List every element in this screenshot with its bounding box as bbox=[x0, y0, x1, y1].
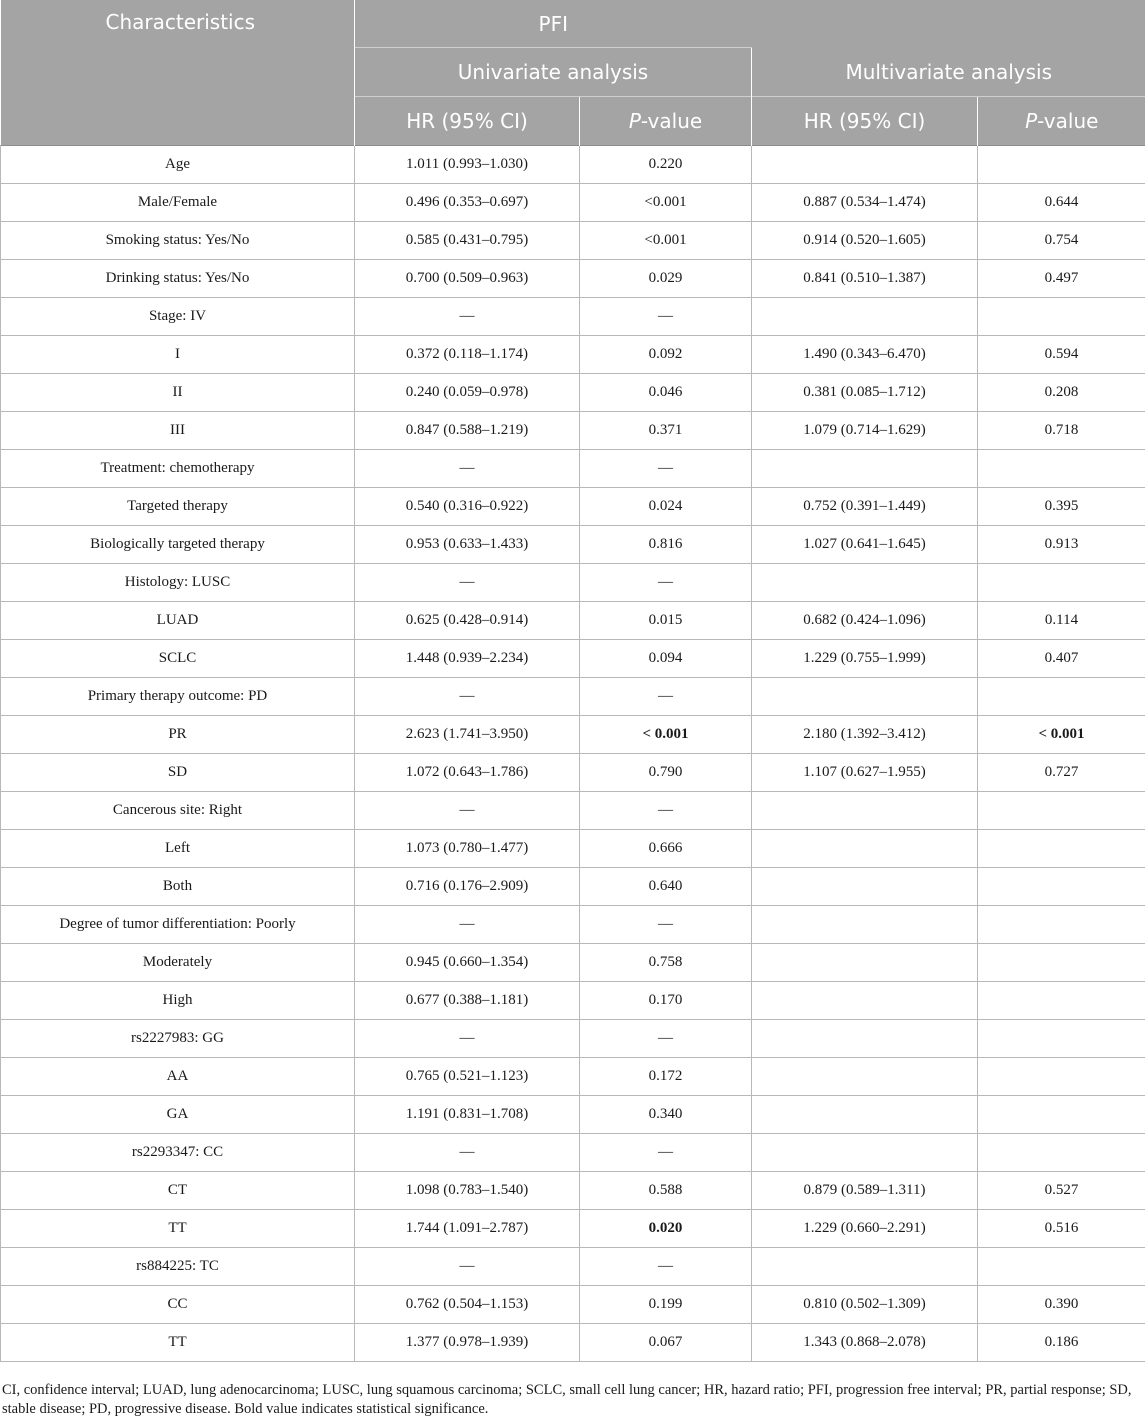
univariate-hr-cell: 0.585 (0.431–0.795) bbox=[355, 222, 580, 260]
multivariate-p-cell bbox=[978, 450, 1145, 488]
table-row bbox=[1, 678, 1145, 716]
univariate-p-cell: 0.172 bbox=[580, 1058, 752, 1096]
multivariate-hr-cell: 1.107 (0.627–1.955) bbox=[752, 754, 978, 792]
univariate-hr-cell: 1.377 (0.978–1.939) bbox=[355, 1324, 580, 1362]
multivariate-p-cell: 0.913 bbox=[978, 526, 1145, 564]
multivariate-p-cell: 0.390 bbox=[978, 1286, 1145, 1324]
table-row bbox=[1, 982, 1145, 1020]
multivariate-hr-cell bbox=[752, 868, 978, 906]
multivariate-p-cell bbox=[978, 1058, 1145, 1096]
univariate-hr-cell: 0.953 (0.633–1.433) bbox=[355, 526, 580, 564]
multivariate-hr-cell bbox=[752, 830, 978, 868]
table-row bbox=[1, 222, 1145, 260]
univariate-p-cell: 0.067 bbox=[580, 1324, 752, 1362]
multivariate-hr-cell: 1.343 (0.868–2.078) bbox=[752, 1324, 978, 1362]
table-row bbox=[1, 716, 1145, 754]
univariate-p-cell: 0.024 bbox=[580, 488, 752, 526]
characteristic-cell: TT bbox=[1, 1210, 355, 1248]
multivariate-p-cell: < 0.001 bbox=[978, 716, 1145, 754]
characteristic-cell: Stage: IV bbox=[1, 298, 355, 336]
table-row bbox=[1, 1248, 1145, 1286]
characteristic-cell: rs2293347: CC bbox=[1, 1134, 355, 1172]
table-row bbox=[1, 1096, 1145, 1134]
univariate-hr-cell: — bbox=[355, 678, 580, 716]
table-header bbox=[1, 0, 1145, 146]
characteristic-cell: PR bbox=[1, 716, 355, 754]
multivariate-p-cell bbox=[978, 1134, 1145, 1172]
univariate-hr-cell: 0.677 (0.388–1.181) bbox=[355, 982, 580, 1020]
characteristic-cell: Age bbox=[1, 146, 355, 184]
characteristic-cell: III bbox=[1, 412, 355, 450]
p-suffix: -value bbox=[1037, 109, 1099, 133]
univariate-hr-cell: 0.540 (0.316–0.922) bbox=[355, 488, 580, 526]
univariate-p-cell: 0.020 bbox=[580, 1210, 752, 1248]
univariate-hr-cell: — bbox=[355, 1248, 580, 1286]
univariate-p-cell: 0.015 bbox=[580, 602, 752, 640]
univariate-p-cell: 0.170 bbox=[580, 982, 752, 1020]
characteristic-cell: Cancerous site: Right bbox=[1, 792, 355, 830]
multivariate-p-cell: 0.727 bbox=[978, 754, 1145, 792]
univariate-hr-cell: 0.700 (0.509–0.963) bbox=[355, 260, 580, 298]
characteristic-cell: LUAD bbox=[1, 602, 355, 640]
univariate-p-cell: — bbox=[580, 1248, 752, 1286]
univariate-p-cell: — bbox=[580, 564, 752, 602]
multivariate-p-cell bbox=[978, 146, 1145, 184]
table-row bbox=[1, 830, 1145, 868]
multivariate-hr-cell bbox=[752, 1058, 978, 1096]
univariate-hr-cell: 0.765 (0.521–1.123) bbox=[355, 1058, 580, 1096]
univariate-p-cell: — bbox=[580, 792, 752, 830]
characteristic-cell: Biologically targeted therapy bbox=[1, 526, 355, 564]
characteristic-cell: I bbox=[1, 336, 355, 374]
univariate-hr-cell: 0.847 (0.588–1.219) bbox=[355, 412, 580, 450]
table-body bbox=[1, 146, 1145, 1362]
characteristic-cell: AA bbox=[1, 1058, 355, 1096]
characteristic-cell: Targeted therapy bbox=[1, 488, 355, 526]
table-row bbox=[1, 488, 1145, 526]
table-row bbox=[1, 868, 1145, 906]
multivariate-hr-cell: 0.887 (0.534–1.474) bbox=[752, 184, 978, 222]
univariate-hr-cell: — bbox=[355, 1020, 580, 1058]
p-suffix: -value bbox=[640, 109, 703, 133]
characteristic-cell: GA bbox=[1, 1096, 355, 1134]
multivariate-hr-cell: 0.682 (0.424–1.096) bbox=[752, 602, 978, 640]
multivariate-p-cell bbox=[978, 906, 1145, 944]
univariate-p-cell: 0.199 bbox=[580, 1286, 752, 1324]
univariate-hr-cell: 0.496 (0.353–0.697) bbox=[355, 184, 580, 222]
table-row bbox=[1, 336, 1145, 374]
univariate-p-cell: — bbox=[580, 1020, 752, 1058]
multivariate-hr-cell: 0.752 (0.391–1.449) bbox=[752, 488, 978, 526]
univariate-hr-cell: — bbox=[355, 792, 580, 830]
univariate-hr-cell: — bbox=[355, 1134, 580, 1172]
univariate-hr-cell: — bbox=[355, 450, 580, 488]
univariate-hr-cell: 0.372 (0.118–1.174) bbox=[355, 336, 580, 374]
univariate-hr-cell: — bbox=[355, 298, 580, 336]
univariate-p-cell: — bbox=[580, 450, 752, 488]
table-row bbox=[1, 1172, 1145, 1210]
table-row bbox=[1, 754, 1145, 792]
characteristic-cell: Both bbox=[1, 868, 355, 906]
multivariate-p-cell: 0.497 bbox=[978, 260, 1145, 298]
p-italic: P bbox=[628, 109, 641, 133]
header-univariate-analysis: Univariate analysis bbox=[355, 48, 752, 97]
header-univariate-p-value bbox=[580, 97, 752, 146]
multivariate-hr-cell: 1.490 (0.343–6.470) bbox=[752, 336, 978, 374]
header-multivariate-p-value bbox=[978, 97, 1145, 146]
table-footnote: CI, confidence interval; LUAD, lung adenocarcinoma; LUSC, lung squamous carcinoma; SCLC, small cell lung cancer; HR, hazard ratio; PFI, progression free interval; PR, partial response; SD, stable disease; PD, progressive disease. Bold value indicates statistical significance. bbox=[2, 1382, 1132, 1417]
univariate-p-cell: — bbox=[580, 906, 752, 944]
univariate-p-cell: <0.001 bbox=[580, 222, 752, 260]
univariate-p-cell: 0.092 bbox=[580, 336, 752, 374]
characteristic-cell: CT bbox=[1, 1172, 355, 1210]
table-row bbox=[1, 1286, 1145, 1324]
table-row bbox=[1, 640, 1145, 678]
table-row bbox=[1, 374, 1145, 412]
characteristic-cell: TT bbox=[1, 1324, 355, 1362]
table-row bbox=[1, 260, 1145, 298]
multivariate-p-cell bbox=[978, 982, 1145, 1020]
univariate-hr-cell: — bbox=[355, 906, 580, 944]
characteristic-cell: Histology: LUSC bbox=[1, 564, 355, 602]
univariate-p-cell: 0.046 bbox=[580, 374, 752, 412]
table-row bbox=[1, 298, 1145, 336]
table-row bbox=[1, 1324, 1145, 1362]
table-row bbox=[1, 944, 1145, 982]
characteristic-cell: High bbox=[1, 982, 355, 1020]
univariate-p-cell: 0.371 bbox=[580, 412, 752, 450]
characteristic-cell: Male/Female bbox=[1, 184, 355, 222]
multivariate-p-cell bbox=[978, 868, 1145, 906]
multivariate-p-cell: 0.114 bbox=[978, 602, 1145, 640]
multivariate-hr-cell bbox=[752, 1248, 978, 1286]
table-row bbox=[1, 1058, 1145, 1096]
multivariate-hr-cell bbox=[752, 982, 978, 1020]
multivariate-hr-cell bbox=[752, 1020, 978, 1058]
univariate-hr-cell: 1.744 (1.091–2.787) bbox=[355, 1210, 580, 1248]
univariate-p-cell: — bbox=[580, 298, 752, 336]
univariate-p-cell: 0.790 bbox=[580, 754, 752, 792]
table-row bbox=[1, 450, 1145, 488]
characteristic-cell: Smoking status: Yes/No bbox=[1, 222, 355, 260]
multivariate-hr-cell: 0.879 (0.589–1.311) bbox=[752, 1172, 978, 1210]
characteristic-cell: Primary therapy outcome: PD bbox=[1, 678, 355, 716]
multivariate-hr-cell: 2.180 (1.392–3.412) bbox=[752, 716, 978, 754]
table-row bbox=[1, 564, 1145, 602]
multivariate-hr-cell: 1.229 (0.755–1.999) bbox=[752, 640, 978, 678]
multivariate-hr-cell bbox=[752, 792, 978, 830]
multivariate-p-cell bbox=[978, 1248, 1145, 1286]
univariate-p-cell: — bbox=[580, 678, 752, 716]
multivariate-hr-cell bbox=[752, 564, 978, 602]
univariate-hr-cell: 1.073 (0.780–1.477) bbox=[355, 830, 580, 868]
univariate-hr-cell: 1.191 (0.831–1.708) bbox=[355, 1096, 580, 1134]
multivariate-p-cell: 0.644 bbox=[978, 184, 1145, 222]
univariate-hr-cell: 2.623 (1.741–3.950) bbox=[355, 716, 580, 754]
characteristic-cell: Moderately bbox=[1, 944, 355, 982]
multivariate-p-cell: 0.516 bbox=[978, 1210, 1145, 1248]
univariate-hr-cell: 0.625 (0.428–0.914) bbox=[355, 602, 580, 640]
header-pfi-continued bbox=[752, 0, 1145, 48]
multivariate-hr-cell bbox=[752, 450, 978, 488]
table-row bbox=[1, 602, 1145, 640]
multivariate-p-cell bbox=[978, 830, 1145, 868]
characteristic-cell: SCLC bbox=[1, 640, 355, 678]
multivariate-hr-cell: 0.841 (0.510–1.387) bbox=[752, 260, 978, 298]
univariate-p-cell: < 0.001 bbox=[580, 716, 752, 754]
multivariate-p-cell bbox=[978, 944, 1145, 982]
multivariate-hr-cell: 0.810 (0.502–1.309) bbox=[752, 1286, 978, 1324]
multivariate-hr-cell bbox=[752, 1134, 978, 1172]
header-characteristics: Characteristics bbox=[1, 0, 355, 146]
multivariate-p-cell: 0.208 bbox=[978, 374, 1145, 412]
multivariate-hr-cell bbox=[752, 298, 978, 336]
univariate-p-cell: — bbox=[580, 1134, 752, 1172]
table-row bbox=[1, 906, 1145, 944]
univariate-p-cell: 0.640 bbox=[580, 868, 752, 906]
multivariate-hr-cell bbox=[752, 906, 978, 944]
table-row bbox=[1, 412, 1145, 450]
univariate-hr-cell: 1.098 (0.783–1.540) bbox=[355, 1172, 580, 1210]
multivariate-p-cell: 0.407 bbox=[978, 640, 1145, 678]
multivariate-hr-cell: 0.914 (0.520–1.605) bbox=[752, 222, 978, 260]
multivariate-hr-cell: 1.229 (0.660–2.291) bbox=[752, 1210, 978, 1248]
multivariate-p-cell: 0.395 bbox=[978, 488, 1145, 526]
univariate-hr-cell: 0.945 (0.660–1.354) bbox=[355, 944, 580, 982]
univariate-hr-cell: 1.448 (0.939–2.234) bbox=[355, 640, 580, 678]
univariate-hr-cell: 0.716 (0.176–2.909) bbox=[355, 868, 580, 906]
univariate-p-cell: 0.094 bbox=[580, 640, 752, 678]
characteristic-cell: rs2227983: GG bbox=[1, 1020, 355, 1058]
univariate-hr-cell: 0.762 (0.504–1.153) bbox=[355, 1286, 580, 1324]
univariate-p-cell: 0.758 bbox=[580, 944, 752, 982]
multivariate-hr-cell bbox=[752, 944, 978, 982]
table-row bbox=[1, 526, 1145, 564]
univariate-p-cell: <0.001 bbox=[580, 184, 752, 222]
characteristic-cell: rs884225: TC bbox=[1, 1248, 355, 1286]
multivariate-p-cell bbox=[978, 792, 1145, 830]
characteristic-cell: CC bbox=[1, 1286, 355, 1324]
table-row bbox=[1, 1210, 1145, 1248]
table-row bbox=[1, 184, 1145, 222]
multivariate-p-cell: 0.754 bbox=[978, 222, 1145, 260]
characteristic-cell: Degree of tumor differentiation: Poorly bbox=[1, 906, 355, 944]
multivariate-hr-cell bbox=[752, 146, 978, 184]
multivariate-hr-cell: 1.079 (0.714–1.629) bbox=[752, 412, 978, 450]
univariate-hr-cell: 1.011 (0.993–1.030) bbox=[355, 146, 580, 184]
univariate-hr-cell: — bbox=[355, 564, 580, 602]
multivariate-hr-cell: 0.381 (0.085–1.712) bbox=[752, 374, 978, 412]
univariate-p-cell: 0.816 bbox=[580, 526, 752, 564]
header-pfi: PFI bbox=[355, 0, 752, 48]
table-row bbox=[1, 792, 1145, 830]
characteristic-cell: Drinking status: Yes/No bbox=[1, 260, 355, 298]
univariate-p-cell: 0.340 bbox=[580, 1096, 752, 1134]
multivariate-hr-cell bbox=[752, 1096, 978, 1134]
univariate-p-cell: 0.029 bbox=[580, 260, 752, 298]
multivariate-p-cell bbox=[978, 678, 1145, 716]
multivariate-p-cell bbox=[978, 1096, 1145, 1134]
header-multivariate-hr: HR (95% CI) bbox=[752, 97, 978, 146]
characteristic-cell: Left bbox=[1, 830, 355, 868]
multivariate-p-cell: 0.718 bbox=[978, 412, 1145, 450]
table-row bbox=[1, 1020, 1145, 1058]
multivariate-hr-cell: 1.027 (0.641–1.645) bbox=[752, 526, 978, 564]
univariate-p-cell: 0.588 bbox=[580, 1172, 752, 1210]
p-italic: P bbox=[1025, 109, 1038, 133]
univariate-hr-cell: 0.240 (0.059–0.978) bbox=[355, 374, 580, 412]
characteristic-cell: II bbox=[1, 374, 355, 412]
multivariate-p-cell: 0.594 bbox=[978, 336, 1145, 374]
table-row bbox=[1, 146, 1145, 184]
univariate-p-cell: 0.666 bbox=[580, 830, 752, 868]
header-univariate-hr: HR (95% CI) bbox=[355, 97, 580, 146]
multivariate-hr-cell bbox=[752, 678, 978, 716]
characteristic-cell: SD bbox=[1, 754, 355, 792]
multivariate-p-cell: 0.527 bbox=[978, 1172, 1145, 1210]
multivariate-p-cell bbox=[978, 564, 1145, 602]
header-multivariate-analysis: Multivariate analysis bbox=[752, 48, 1145, 97]
univariate-p-cell: 0.220 bbox=[580, 146, 752, 184]
multivariate-p-cell bbox=[978, 1020, 1145, 1058]
univariate-hr-cell: 1.072 (0.643–1.786) bbox=[355, 754, 580, 792]
table-row bbox=[1, 1134, 1145, 1172]
characteristic-cell: Treatment: chemotherapy bbox=[1, 450, 355, 488]
multivariate-p-cell bbox=[978, 298, 1145, 336]
multivariate-p-cell: 0.186 bbox=[978, 1324, 1145, 1362]
